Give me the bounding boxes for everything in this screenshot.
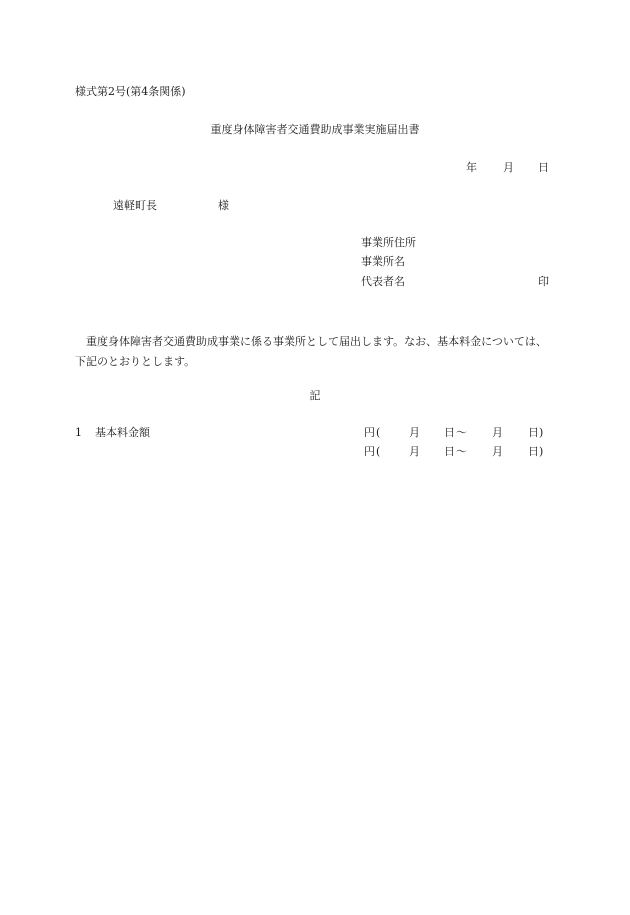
document-title: 重度身体障害者交通費助成事業実施届出書	[210, 123, 420, 136]
end-day-label: 日	[528, 445, 539, 458]
start-month-label: 月	[409, 426, 420, 439]
start-day-label: 日	[444, 426, 455, 439]
end-month-label: 月	[492, 445, 503, 458]
close-paren: )	[539, 445, 544, 458]
close-paren: )	[539, 426, 544, 439]
seal-mark: 印	[538, 275, 549, 288]
range-tilde: ～	[456, 426, 467, 439]
ki-heading: 記	[309, 389, 321, 402]
item-number: 1	[75, 426, 82, 439]
form-number: 様式第2号(第4条関係)	[75, 85, 186, 98]
date-day-label: 日	[538, 161, 549, 174]
date-year-label: 年	[466, 161, 477, 174]
addressee-name: 遠軽町長	[113, 199, 157, 212]
range-tilde: ～	[456, 445, 467, 458]
open-paren: (	[376, 445, 381, 458]
end-month-label: 月	[492, 426, 503, 439]
yen-label: 円	[364, 426, 375, 439]
addressee-honorific: 様	[218, 199, 229, 212]
open-paren: (	[376, 426, 381, 439]
item-label: 基本料金額	[95, 426, 150, 439]
representative-label: 代表者名	[361, 275, 405, 288]
end-day-label: 日	[528, 426, 539, 439]
date-month-label: 月	[503, 161, 514, 174]
start-day-label: 日	[444, 445, 455, 458]
body-paragraph	[75, 332, 555, 372]
body-text: 重度身体障害者交通費助成事業に係る事業所として届出します。なお、基本料金については、下記のとおりとします。	[75, 335, 547, 368]
office-address-label: 事業所住所	[361, 236, 416, 249]
office-name-label: 事業所名	[361, 255, 405, 268]
start-month-label: 月	[409, 445, 420, 458]
yen-label: 円	[364, 445, 375, 458]
